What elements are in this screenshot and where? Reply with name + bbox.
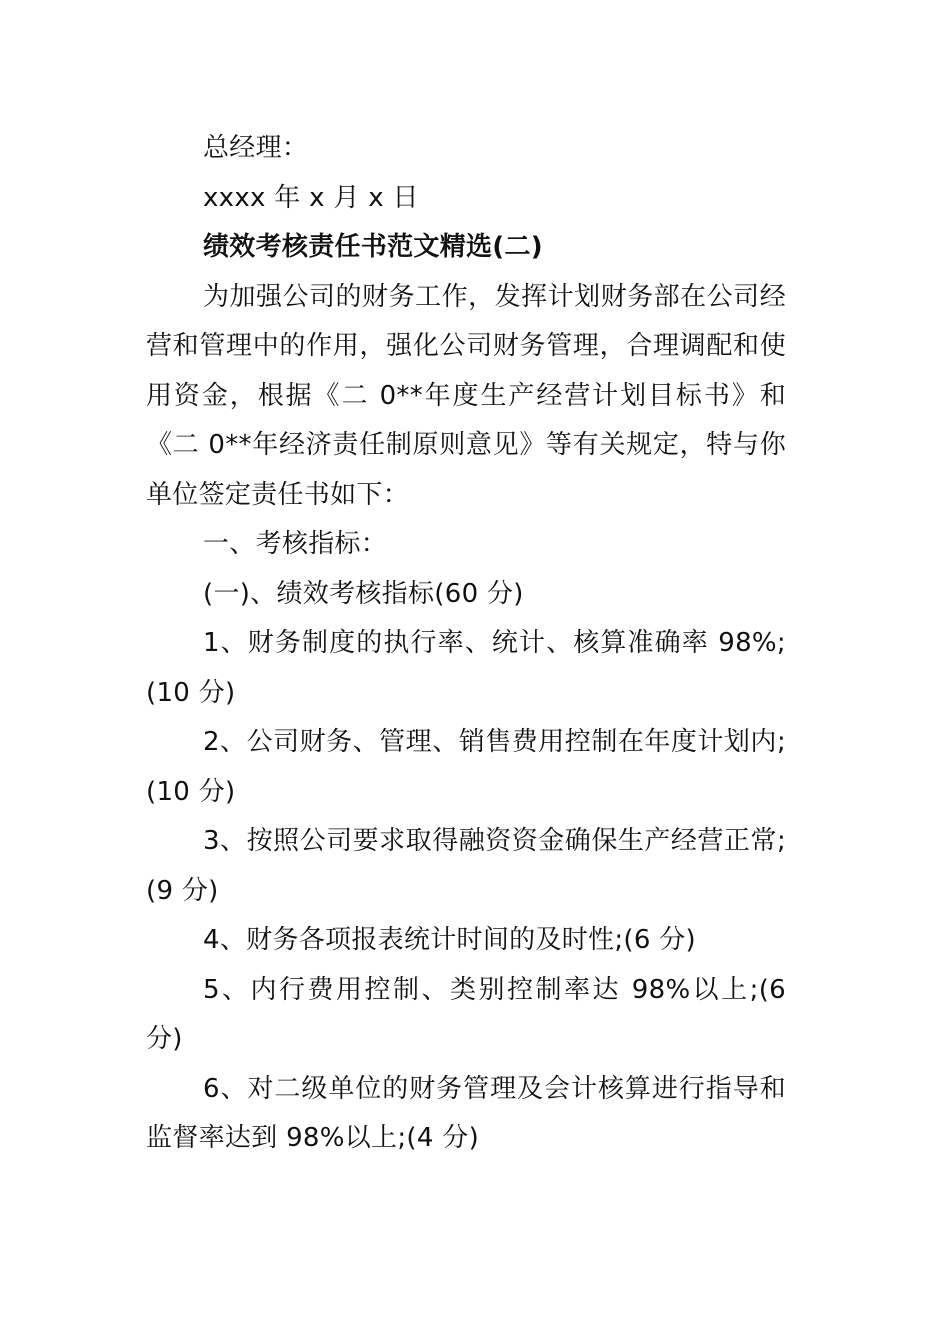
intro-paragraph: 为加强公司的财务工作，发挥计划财务部在公司经营和管理中的作用，强化公司财务管理，合理调配和使用资金，根据《二 0**年度生产经营计划目标书》和《二 0**年经济责任制原则意见》等有关规定，特与你单位签定责任书如下： (146, 281, 786, 510)
document-body (146, 124, 786, 1164)
list-item: 3、按照公司要求取得融资资金确保生产经营正常;(9 分) (146, 826, 786, 906)
section-one-heading: 一、考核指标： (203, 529, 388, 559)
list-item: 5、内行费用控制、类别控制率达 98%以上;(6 分) (146, 974, 786, 1054)
list-item: 2、公司财务、管理、销售费用控制在年度计划内;(10 分) (146, 727, 786, 807)
list-item: 6、对二级单位的财务管理及会计核算进行指导和监督率达到 98%以上;(4 分) (146, 1073, 786, 1153)
list-item: 1、财务制度的执行率、统计、核算准确率 98%;(10 分) (146, 628, 786, 708)
subsection-heading: (一)、绩效考核指标(60 分) (203, 578, 524, 609)
date-line: xxxx 年 x 月 x 日 (203, 182, 419, 213)
list-item: 4、财务各项报表统计时间的及时性;(6 分) (203, 925, 696, 955)
signature-label: 总经理： (203, 133, 309, 163)
section-title: 绩效考核责任书范文精选(二) (203, 232, 543, 262)
